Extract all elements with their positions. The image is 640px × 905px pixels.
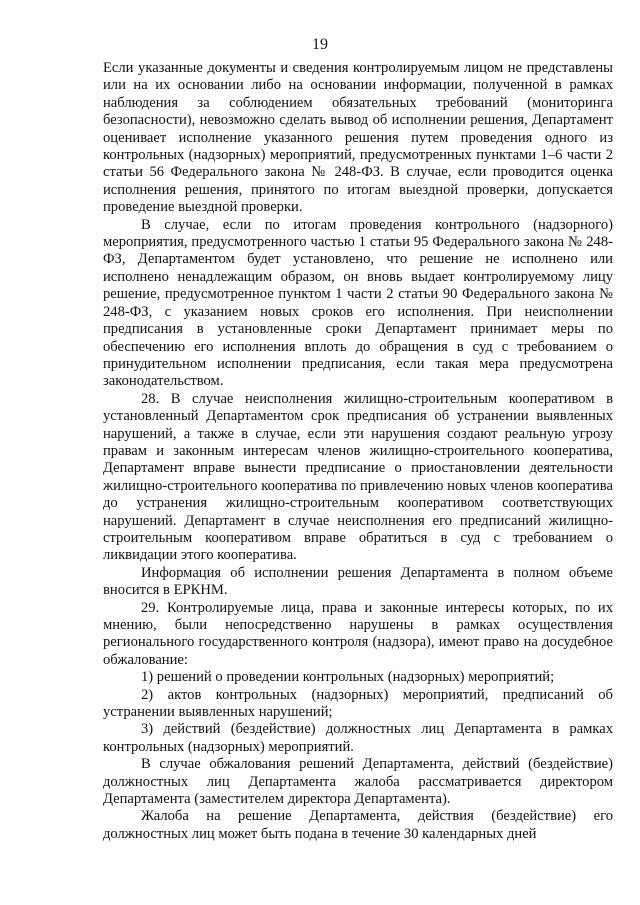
paragraph-erknm-info: Информация об исполнении решения Департамента в полном объеме вносится в ЕРКНМ.	[103, 564, 613, 599]
paragraph-repeat-decision: В случае, если по итогам проведения контрольного (надзорного) мероприятия, предусмотренного частью 1 статьи 95 Федерального закона № 248-ФЗ, Департаментом будет установлено, что решение не исполнено или исполнено ненадлежащим образом, он вновь выдает контролируемому лицу решение, предусмотренное пунктом 1 части 2 статьи 90 Федерального закона № 248-ФЗ, с указанием новых сроков его исполнения. При неисполнении предписания в установленные сроки Департамент принимает меры по обеспечению его исполнения вплоть до обращения в суд с требованием о принудительном исполнении предписания, если такая мера предусмотрена законодательством.	[103, 216, 613, 390]
list-item-2: 2) актов контрольных (надзорных) мероприятий, предписаний об устранении выявленных нарушений;	[103, 686, 613, 721]
paragraph-complaint-review: В случае обжалования решений Департамента, действий (бездействие) должностных лиц Департамента жалоба рассматривается директором Департамента (заместителем директора Департамента).	[103, 756, 613, 808]
list-item-1: 1) решений о проведении контрольных (надзорных) мероприятий;	[141, 669, 555, 686]
document-body	[103, 60, 613, 843]
paragraph-item-28: 28. В случае неисполнения жилищно-строительным кооперативом в установленный Департаментом срок предписания об устранении выявленных нарушений, а также в случае, если эти нарушения создают реальную угрозу правам и законным интересам членов жилищно-строительного кооператива, Департамент вправе вынести предписание о приостановлении деятельности жилищно-строительного кооператива по привлечению новых членов кооператива до устранения жилищно-строительным кооперативом соответствующих нарушений. Департамент в случае неисполнения его предписаний жилищно-строительным кооперативом вправе обратиться в суд с требованием о ликвидации этого кооператива.	[103, 390, 613, 564]
list-item-3: 3) действий (бездействие) должностных лиц Департамента в рамках контрольных (надзорных) мероприятий.	[103, 721, 613, 755]
paragraph-item-29: 29. Контролируемые лица, права и законные интересы которых, по их мнению, были непосредственно нарушены в рамках осуществления регионального государственного контроля (надзора), имеют право на досудебное обжалование:	[103, 599, 613, 668]
page-number: 19	[312, 36, 328, 53]
paragraph-result-evaluation: Если указанные документы и сведения контролируемым лицом не представлены или на их основании либо на основании информации, полученной в рамках наблюдения за соблюдением обязательных требований (мониторинга безопасности), невозможно сделать вывод об исполнении решения, Департамент оценивает исполнение указанного решения путем проведения одного из контрольных (надзорных) мероприятий, предусмотренных пунктами 1–6 части 2 статьи 56 Федерального закона № 248-ФЗ. В случае, если проводится оценка исполнения решения, принятого по итогам выездной проверки, допускается проведение выездной проверки.	[103, 60, 613, 216]
paragraph-complaint-deadline: Жалоба на решение Департамента, действия (бездействие) его должностных лиц может быть подана в течение 30 календарных дней	[103, 808, 613, 842]
